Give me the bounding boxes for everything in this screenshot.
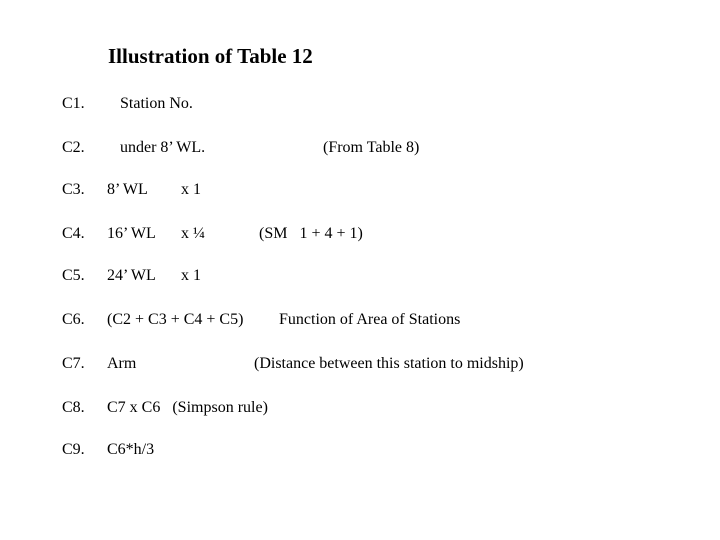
row-multiplier: x ¼ [181, 225, 205, 242]
row-description: C7 x C6 (Simpson rule) [107, 399, 268, 416]
row-description: 24’ WL [107, 267, 156, 284]
row-note: (From Table 8) [323, 139, 420, 156]
row-code: C9. [62, 441, 85, 458]
row-code: C6. [62, 311, 85, 328]
row-multiplier: x 1 [181, 181, 201, 198]
row-code: C8. [62, 399, 85, 416]
row-description: under 8’ WL. [120, 139, 206, 156]
row-code: C7. [62, 355, 85, 372]
row-description: Arm [107, 355, 137, 372]
row-code: C1. [62, 95, 85, 112]
row-description: Station No. [120, 95, 193, 112]
row-note: (SM 1 + 4 + 1) [259, 225, 363, 242]
row-multiplier: x 1 [181, 267, 201, 284]
row-code: C4. [62, 225, 85, 242]
row-note: Function of Area of Stations [279, 311, 461, 328]
row-description: 16’ WL [107, 225, 156, 242]
row-note: (Distance between this station to midship) [254, 355, 524, 372]
row-description: 8’ WL [107, 181, 148, 198]
row-code: C2. [62, 139, 85, 156]
row-description: (C2 + C3 + C4 + C5) [107, 311, 244, 328]
row-description: C6*h/3 [107, 441, 155, 458]
row-code: C5. [62, 267, 85, 284]
slide-title: Illustration of Table 12 [108, 44, 313, 68]
row-code: C3. [62, 181, 85, 198]
